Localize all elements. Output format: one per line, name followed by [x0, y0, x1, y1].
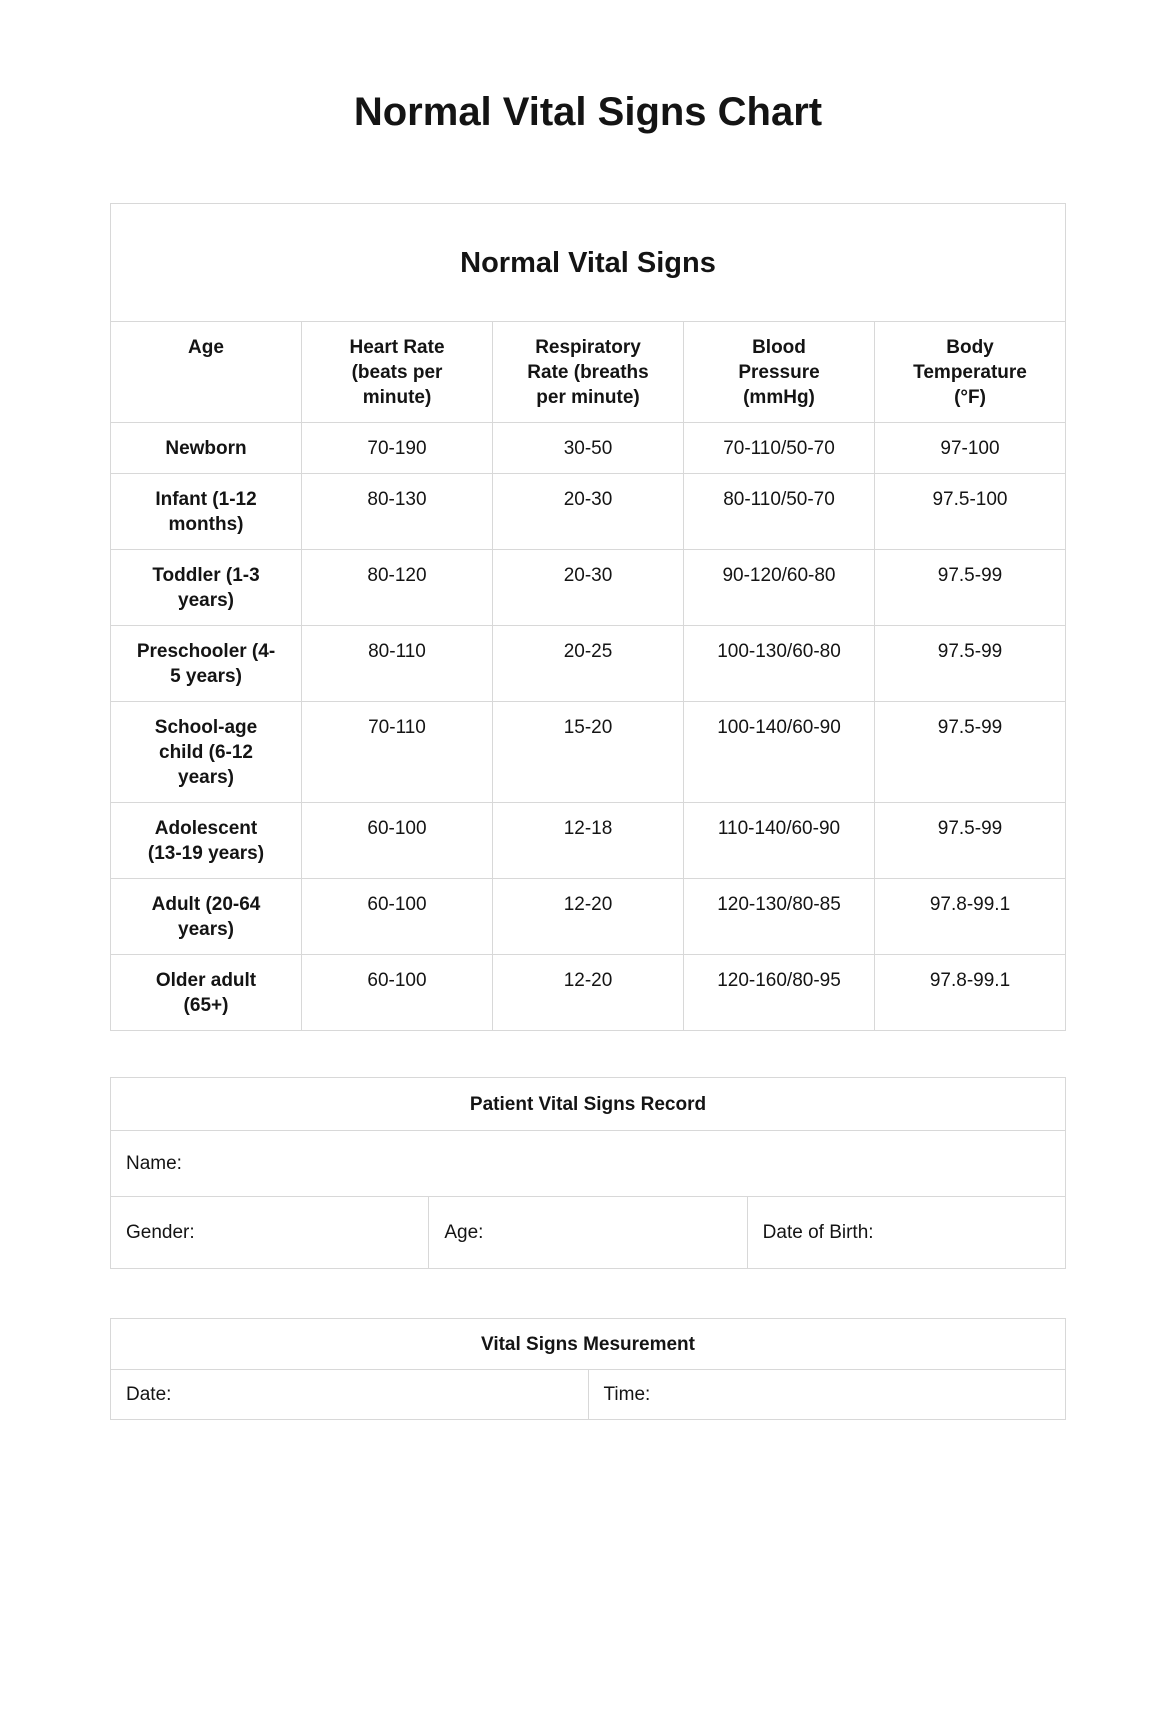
- blood-pressure-cell: 100-130/60-80: [684, 626, 875, 702]
- measurement-fields-row: [111, 1370, 1066, 1420]
- table-row: [111, 879, 1066, 955]
- respiratory-rate-cell: 12-20: [493, 955, 684, 1031]
- table-row: [111, 702, 1066, 803]
- respiratory-rate-cell: 30-50: [493, 423, 684, 474]
- column-header-heart-rate: Heart Rate (beats per minute): [302, 322, 493, 423]
- table-row: [111, 955, 1066, 1031]
- respiratory-rate-cell: 15-20: [493, 702, 684, 803]
- body-temperature-cell: 97.5-99: [875, 803, 1066, 879]
- name-field-label: Name:: [111, 1131, 1066, 1197]
- measurement-title-row: [111, 1319, 1066, 1370]
- heart-rate-cell: 70-110: [302, 702, 493, 803]
- blood-pressure-cell: 70-110/50-70: [684, 423, 875, 474]
- age-cell: Infant (1-12 months): [111, 474, 302, 550]
- patient-record-table: [110, 1077, 1066, 1269]
- blood-pressure-cell: 120-130/80-85: [684, 879, 875, 955]
- gender-field-label: Gender:: [111, 1197, 429, 1269]
- patient-record-title: Patient Vital Signs Record: [111, 1078, 1066, 1131]
- heart-rate-cell: 80-130: [302, 474, 493, 550]
- body-temperature-cell: 97.5-99: [875, 702, 1066, 803]
- blood-pressure-cell: 90-120/60-80: [684, 550, 875, 626]
- table-title-row: [111, 204, 1066, 322]
- heart-rate-cell: 60-100: [302, 879, 493, 955]
- blood-pressure-cell: 120-160/80-95: [684, 955, 875, 1031]
- age-cell: School-age child (6-12 years): [111, 702, 302, 803]
- body-temperature-cell: 97-100: [875, 423, 1066, 474]
- patient-record-title-row: [111, 1078, 1066, 1131]
- normal-vital-signs-table: [110, 203, 1066, 1031]
- date-field-label: Date:: [111, 1370, 589, 1420]
- respiratory-rate-cell: 12-18: [493, 803, 684, 879]
- heart-rate-cell: 60-100: [302, 955, 493, 1031]
- age-cell: Adult (20-64 years): [111, 879, 302, 955]
- blood-pressure-cell: 80-110/50-70: [684, 474, 875, 550]
- age-cell: Newborn: [111, 423, 302, 474]
- respiratory-rate-cell: 20-30: [493, 474, 684, 550]
- date-of-birth-field-label: Date of Birth:: [747, 1197, 1065, 1269]
- age-cell: Older adult (65+): [111, 955, 302, 1031]
- respiratory-rate-cell: 12-20: [493, 879, 684, 955]
- document-page: [110, 88, 1066, 1420]
- table-row: [111, 550, 1066, 626]
- age-cell: Adolescent (13-19 years): [111, 803, 302, 879]
- age-field-label: Age:: [429, 1197, 747, 1269]
- age-cell: Toddler (1-3 years): [111, 550, 302, 626]
- table-row: [111, 803, 1066, 879]
- patient-details-row: [111, 1197, 1066, 1269]
- measurement-title: Vital Signs Mesurement: [111, 1319, 1066, 1370]
- table-row: [111, 474, 1066, 550]
- respiratory-rate-cell: 20-25: [493, 626, 684, 702]
- vital-signs-measurement-table: [110, 1318, 1066, 1420]
- column-header-body-temperature: Body Temperature (°F): [875, 322, 1066, 423]
- page-title: Normal Vital Signs Chart: [353, 90, 823, 134]
- heart-rate-cell: 70-190: [302, 423, 493, 474]
- body-temperature-cell: 97.8-99.1: [875, 955, 1066, 1031]
- body-temperature-cell: 97.5-100: [875, 474, 1066, 550]
- name-row: [111, 1131, 1066, 1197]
- body-temperature-cell: 97.5-99: [875, 626, 1066, 702]
- respiratory-rate-cell: 20-30: [493, 550, 684, 626]
- table-row: [111, 423, 1066, 474]
- body-temperature-cell: 97.5-99: [875, 550, 1066, 626]
- column-header-respiratory-rate: Respiratory Rate (breaths per minute): [493, 322, 684, 423]
- table-title: Normal Vital Signs: [111, 204, 1066, 322]
- heart-rate-cell: 60-100: [302, 803, 493, 879]
- column-header-blood-pressure: Blood Pressure (mmHg): [684, 322, 875, 423]
- age-cell: Preschooler (4-5 years): [111, 626, 302, 702]
- blood-pressure-cell: 100-140/60-90: [684, 702, 875, 803]
- blood-pressure-cell: 110-140/60-90: [684, 803, 875, 879]
- table-row: [111, 626, 1066, 702]
- heart-rate-cell: 80-120: [302, 550, 493, 626]
- heart-rate-cell: 80-110: [302, 626, 493, 702]
- column-header-row: [111, 322, 1066, 423]
- body-temperature-cell: 97.8-99.1: [875, 879, 1066, 955]
- time-field-label: Time:: [588, 1370, 1066, 1420]
- column-header-age: Age: [111, 322, 302, 423]
